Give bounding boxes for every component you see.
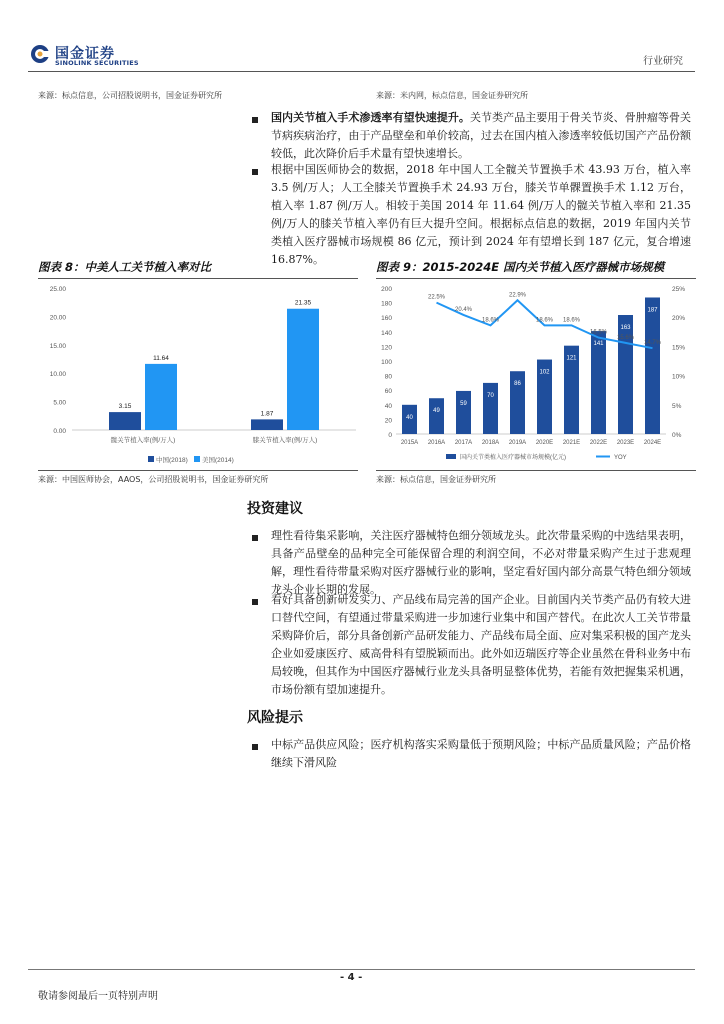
data-label: 70 xyxy=(487,392,494,399)
y-right-tick-label: 15% xyxy=(672,344,686,352)
x-tick-label: 2019A xyxy=(508,440,527,446)
figure8-title: 图表 8：中美人工关节植入率对比 xyxy=(38,260,212,274)
investment-item: 理性看待集采影响，关注医疗器械特色细分领域龙头。此次带量采购的中选结果表明，具备产品壁垒的品种完全可能保留合理的利润空间，不必对带量采购产生过于悲观理解，理性看待带量采购对医疗器械行业的影响，坚定看好国内部分高景气特色细分领域龙头企业长期的发展。 xyxy=(271,529,691,596)
y-right-tick-label: 5% xyxy=(672,402,682,410)
line-data-label: 15.6% xyxy=(616,334,635,341)
figure9-title: 图表 9：2015-2024E 国内关节植入医疗器械市场规模 xyxy=(376,260,665,274)
y-left-tick-label: 120 xyxy=(381,344,392,352)
y-right-tick-label: 0% xyxy=(672,432,682,439)
y-right-tick-label: 25% xyxy=(672,286,686,293)
header-divider xyxy=(28,71,695,72)
line-data-label: 22.9% xyxy=(508,292,527,299)
data-label: 86 xyxy=(514,381,521,388)
footer-divider xyxy=(28,969,695,970)
data-label: 163 xyxy=(620,325,631,332)
paragraph-text: 关节类产品主要用于骨关节炎、骨肿瘤等骨关节病疾病治疗，由于产品壁垒和单价较高，过去在国内植入渗透率较低切国产产品份额较低，此次降价后手术量有望快速增长。 xyxy=(271,111,692,160)
bullet-icon xyxy=(252,599,258,605)
x-tick-label: 2015A xyxy=(400,440,419,446)
data-label: 40 xyxy=(406,414,413,421)
legend-swatch xyxy=(446,454,456,459)
x-tick-label: 2020E xyxy=(535,440,554,446)
bar xyxy=(145,364,177,430)
data-label: 121 xyxy=(566,355,577,362)
bullet-icon xyxy=(252,535,258,541)
line-data-label: 14.7% xyxy=(643,340,662,347)
y-left-tick-label: 60 xyxy=(384,388,392,396)
x-tick-label: 2018A xyxy=(481,440,500,446)
x-tick-label: 2021E xyxy=(562,440,581,446)
bullet-icon xyxy=(252,117,258,123)
legend-swatch xyxy=(194,456,200,462)
paragraph-penetration xyxy=(271,109,691,163)
y-left-tick-label: 0 xyxy=(388,432,392,439)
figure8-chart xyxy=(38,280,360,466)
risk-title: 风险提示 xyxy=(247,710,303,726)
legend-label: 美国(2014) xyxy=(202,457,234,464)
y-tick-label: 5.00 xyxy=(53,399,66,407)
x-tick-label: 2024E xyxy=(643,440,662,446)
y-right-tick-label: 10% xyxy=(672,373,686,381)
footer-note: 敬请参阅最后一页特别声明 xyxy=(38,991,158,1002)
x-tick-label: 2017A xyxy=(454,440,473,446)
y-right-tick-label: 20% xyxy=(672,315,686,323)
paragraph-lead: 国内关节植入手术渗透率有望快速提升。 xyxy=(271,111,470,124)
logo-icon xyxy=(30,44,50,64)
section-label: 行业研究 xyxy=(643,56,683,67)
bar xyxy=(456,391,471,434)
line-data-label: 18.6% xyxy=(562,317,581,324)
x-tick-label: 髋关节植入率(例/万人) xyxy=(110,437,176,444)
y-tick-label: 20.00 xyxy=(49,314,66,322)
figure8-divider xyxy=(38,278,358,279)
logo-text: 国金证券 xyxy=(55,46,115,62)
line-data-label: 20.4% xyxy=(454,306,473,313)
data-label: 102 xyxy=(539,369,550,376)
x-tick-label: 2022E xyxy=(589,440,608,446)
bar xyxy=(429,398,444,434)
x-tick-label: 2016A xyxy=(427,440,446,446)
y-left-tick-label: 160 xyxy=(381,315,392,323)
legend-label: YOY xyxy=(614,455,627,461)
line-data-label: 18.6% xyxy=(481,317,500,324)
x-tick-label: 膝关节植入率(例/万人) xyxy=(252,437,318,444)
logo-subtext: SINOLINK SECURITIES xyxy=(55,59,139,67)
investment-item: 看好具备创新研发实力、产品线布局完善的国产企业。目前国内关节类产品仍有较大进口替代空间，有望通过带量采购进一步加速行业集中和国产替代。在此次人工关节带量采购降价后，部分具备创新产品研发能力、产品线布局全面、应对集采积极的国产龙头企业如爱康医疗、威高骨科有望脱颖而出。此外如迈瑞医疗等企业虽然在骨科业务中布局较晚，但其作为中国医疗器械行业龙头具备明显整体优势，若能有效把握集采机遇，市场份额有望加速提升。 xyxy=(271,593,691,696)
data-label: 3.15 xyxy=(118,403,132,411)
figure8-bottom-divider xyxy=(38,470,358,471)
y-tick-label: 0.00 xyxy=(53,428,66,435)
paragraph-data: 根据中国医师协会的数据，2018 年中国人工全髋关节置换手术 43.93 万台，植入率 3.5 例/万人；人工全膝关节置换手术 24.93 万台，膝关节单髁置换手术 1.12 万台，植入率 1.87 例/万人。相较于美国 2014 年 11.64 例/万人的髋关节植入率和 21.35 例/万人的膝关节植入率仍有巨大提升空间。根据标点信息的数据，2019 年国内关节类植入医疗器械市场规模 86 亿元，预计到 2024 年有望增长到 187 亿元，复合增速 16.87%。 xyxy=(271,163,691,266)
bullet-icon xyxy=(252,169,258,175)
figure9-source: 来源：标点信息，国金证券研究所 xyxy=(376,475,496,484)
y-left-tick-label: 40 xyxy=(384,402,392,410)
data-label: 11.64 xyxy=(153,354,169,362)
y-tick-label: 10.00 xyxy=(49,371,66,379)
y-tick-label: 25.00 xyxy=(49,286,66,293)
data-label: 21.35 xyxy=(294,299,312,307)
data-label: 187 xyxy=(647,307,658,314)
figure9-divider xyxy=(376,278,696,279)
bar xyxy=(109,412,141,430)
y-left-tick-label: 200 xyxy=(381,286,392,293)
legend-swatch xyxy=(148,456,154,462)
data-label: 141 xyxy=(593,341,604,348)
y-left-tick-label: 180 xyxy=(381,300,392,308)
y-left-tick-label: 100 xyxy=(381,359,392,366)
top-source-left: 来源：标点信息，公司招股说明书，国金证券研究所 xyxy=(38,91,222,100)
bar xyxy=(287,309,319,430)
investment-title: 投资建议 xyxy=(247,501,303,517)
figure8-source: 来源：中国医师协会，AAOS，公司招股说明书，国金证券研究所 xyxy=(38,475,269,484)
risk-text: 中标产品供应风险；医疗机构落实采购量低于预期风险；中标产品质量风险；产品价格继续下滑风险 xyxy=(271,738,691,769)
figure9-bottom-divider xyxy=(376,470,696,471)
legend-label: 中国(2018) xyxy=(156,457,188,464)
y-left-tick-label: 140 xyxy=(381,329,392,337)
bar xyxy=(618,315,633,434)
top-source-right: 来源：米内网，标点信息，国金证券研究所 xyxy=(376,91,528,100)
page-number: - 4 - xyxy=(340,972,363,983)
bar xyxy=(645,297,660,434)
bullet-icon xyxy=(252,744,258,750)
bar xyxy=(483,383,498,434)
line-data-label: 22.5% xyxy=(427,294,446,301)
data-label: 59 xyxy=(460,400,467,407)
data-label: 1.87 xyxy=(260,410,274,418)
y-left-tick-label: 80 xyxy=(384,373,392,381)
legend-label: 国内关节类植入医疗器械市场规模(亿元) xyxy=(460,455,566,461)
line-data-label: 18.6% xyxy=(535,317,554,324)
y-left-tick-label: 20 xyxy=(384,417,392,425)
figure9-chart xyxy=(376,280,698,466)
data-label: 49 xyxy=(433,408,440,415)
line-data-label: 16.5% xyxy=(589,329,608,336)
y-tick-label: 15.00 xyxy=(49,342,66,350)
bar xyxy=(251,419,283,430)
x-tick-label: 2023E xyxy=(616,440,635,446)
